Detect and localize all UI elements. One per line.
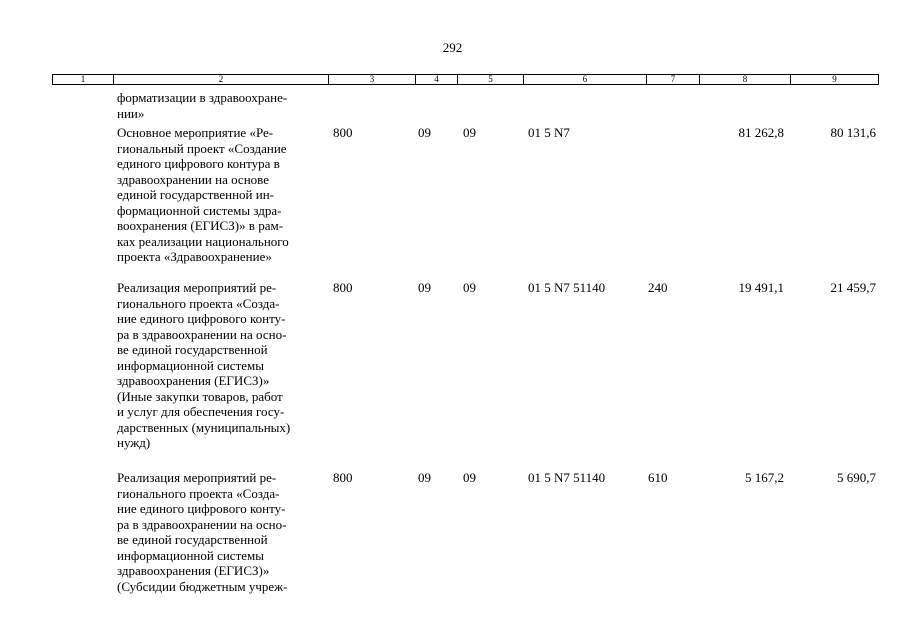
cell-col4: 09 [418,470,431,485]
cell-col7: 610 [648,470,668,485]
row-name: Реализация мероприятий ре- гионального проекта «Созда- ние единого цифрового конту- ра в здравоохранении на осно- ве единой государственной информационной системы здравоохранения (ЕГИСЗ)» (Субсидии бюджетным учреж- [117,470,288,594]
cell-col3: 800 [333,470,353,485]
cell-col4: 09 [418,125,431,140]
cell-col7: 240 [648,280,668,295]
header-col-6: 6 [523,75,646,84]
cell-col4: 09 [418,280,431,295]
header-col-7: 7 [646,75,699,84]
cell-col8: 81 262,8 [738,125,784,140]
header-col-8: 8 [699,75,790,84]
cell-col3: 800 [333,125,353,140]
cell-col5: 09 [463,280,476,295]
cell-col9: 5 690,7 [837,470,876,485]
cell-col3: 800 [333,280,353,295]
table-header-row [52,74,879,85]
cell-col5: 09 [463,470,476,485]
header-col-3: 3 [328,75,415,84]
header-col-5: 5 [457,75,523,84]
row-name: Основное мероприятие «Ре- гиональный проект «Создание единого цифрового контура в здравоохранении на основе единой государственной ин- формационной системы здра- воохранения (ЕГИСЗ)» в рам- ках реализации национального проекта «Здравоохранение» [117,125,289,264]
header-col-2: 2 [113,75,328,84]
page-number: 292 [442,40,463,55]
header-col-1: 1 [80,74,86,84]
cell-col6: 01 5 N7 [528,125,570,140]
row-name: форматизации в здравоохране- нии» [117,90,288,121]
row-name: Реализация мероприятий ре- гионального проекта «Созда- ние единого цифрового конту- ра в здравоохранении на осно- ве единой государственной информационной системы здравоохранения (ЕГИСЗ)» (Иные закупки товаров, работ и услуг для обеспечения госу- дарственных (муниципальных) нужд) [117,280,291,450]
cell-col8: 5 167,2 [745,470,784,485]
header-col-9: 9 [790,75,878,84]
cell-col6: 01 5 N7 51140 [528,280,606,295]
cell-col5: 09 [463,125,476,140]
cell-col8: 19 491,1 [738,280,784,295]
header-col-4: 4 [415,75,457,84]
cell-col9: 21 459,7 [830,280,876,295]
cell-col6: 01 5 N7 51140 [528,470,606,485]
cell-col9: 80 131,6 [830,125,876,140]
